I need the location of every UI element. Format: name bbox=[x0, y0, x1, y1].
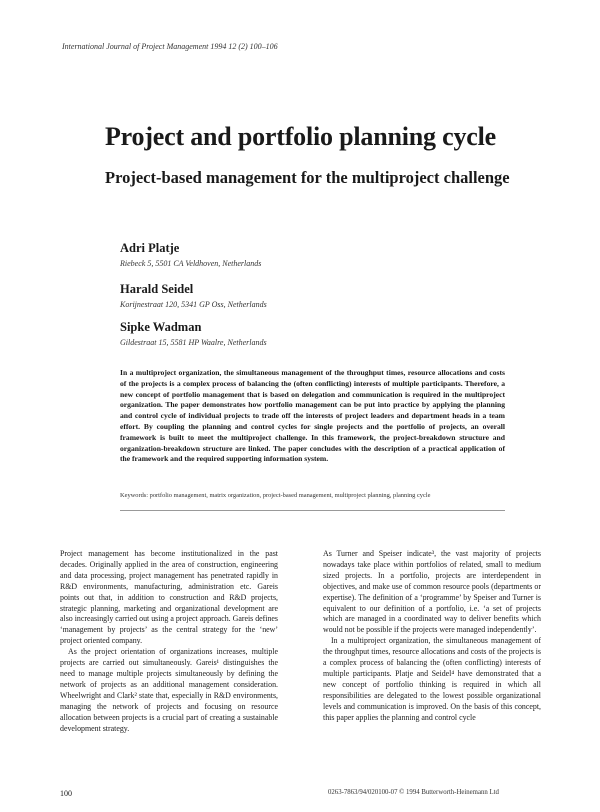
article-title: Project and portfolio planning cycle bbox=[105, 122, 496, 151]
author-block bbox=[120, 320, 267, 347]
article-subtitle: Project-based management for the multiproject challenge bbox=[105, 168, 510, 187]
author-name: Sipke Wadman bbox=[120, 320, 202, 334]
body-column-left bbox=[60, 549, 278, 734]
author-address: Korijnestraat 120, 5341 GP Oss, Netherlands bbox=[120, 300, 267, 309]
abstract: In a multiproject organization, the simultaneous management of the throughput times, resource allocations and costs of the projects is a complex process of balancing the (often conflicting) interests of multiple participants. Therefore, a new concept of portfolio management that is based on delegation and communication is required in the multiproject organization. The paper demonstrates how portfolio management can be put into practice by applying the planning and control cycle of individual projects to trade off the interests of project leaders and department heads in a team effort. By coupling the planning and control cycles for single projects and the portfolio of projects, an overall framework is built to meet the multiproject challenge. In this framework, the project-breakdown structure and organization-breakdown structure are linked. The paper concludes with the description of a practical application of the framework and the required supporting information system. bbox=[120, 368, 505, 464]
body-paragraph: As the project orientation of organizations increases, multiple projects are carried out simultaneously. Gareis¹ distinguishes the need to manage multiple projects simultaneously by defining the network of projects as an additional management consideration. Wheelwright and Clark² state that, especially in R&D environments, managing the network of projects and focusing on resource allocation between projects is a crucial part of creating a sustainable development strategy. bbox=[60, 647, 278, 733]
author-address: Gildestraat 15, 5581 HP Waalre, Netherlands bbox=[120, 338, 267, 347]
body-paragraph: Project management has become institutionalized in the past decades. Originally applied in the area of construction, engineering and data processing, project management has penetrated rapidly in R&D environments, manufacturing, administration etc. Gareis points out that, in addition to construction and R&D projects, strategic planning, marketing and organizational development are also increasingly carried out using a project approach. Gareis defines ‘management by projects’ as the central strategy for the ‘new’ project oriented company. bbox=[60, 549, 278, 646]
author-block bbox=[120, 282, 267, 309]
copyright-line: 0263-7863/94/020100-07 © 1994 Butterworth-Heinemann Ltd bbox=[328, 789, 499, 796]
author-name: Harald Seidel bbox=[120, 282, 194, 296]
keywords: Keywords: portfolio management, matrix organization, project-based management, multiproject planning, planning cycle bbox=[120, 492, 431, 499]
journal-reference: International Journal of Project Management 1994 12 (2) 100–106 bbox=[62, 42, 278, 51]
body-paragraph: In a multiproject organization, the simultaneous management of the throughput times, resource allocations and costs of the projects is a complex process of balancing the (often conflicting) interests of multiple participants. Platje and Seidel⁴ have demonstrated that a new concept of portfolio thinking is required in which all responsibilities are delegated to the lowest possible organizational levels and communication is improved. On the basis of this concept, this paper applies the planning and control cycle bbox=[323, 636, 541, 722]
body-column-right bbox=[323, 549, 541, 724]
author-address: Riebeck 5, 5501 CA Veldhoven, Netherlands bbox=[120, 259, 262, 268]
author-name: Adri Platje bbox=[120, 241, 180, 255]
author-block bbox=[120, 241, 261, 268]
page-number: 100 bbox=[60, 789, 72, 798]
section-divider bbox=[120, 510, 505, 511]
body-paragraph: As Turner and Speiser indicate³, the vast majority of projects nowadays take place within portfolios of related, small to medium sized projects. In a portfolio, projects are interdependent in objectives, and make use of common resource pools (departments or expertise). The definition of a ‘programme’ by Speiser and Turner is equivalent to our definition of a portfolio, i.e. ‘a set of projects which are managed in a coordinated way to deliver benefits which would not be possible if the projects were managed independently’. bbox=[323, 549, 541, 635]
